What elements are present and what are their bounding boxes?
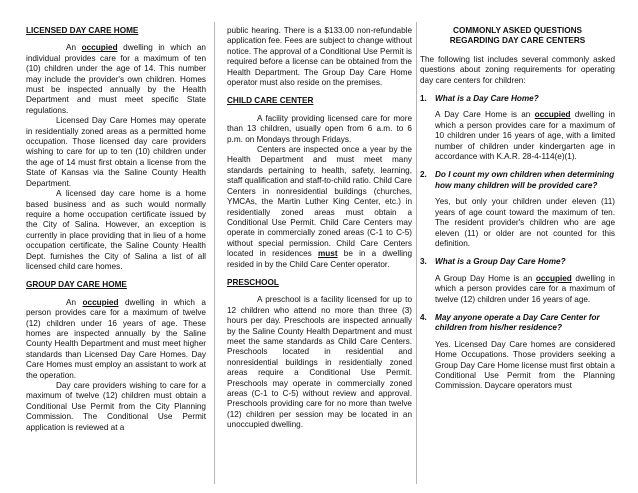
text: An <box>66 43 82 53</box>
faq-question <box>420 313 615 334</box>
question-number: 4. <box>420 312 427 322</box>
text: A Group Day Home is an <box>435 273 536 283</box>
keyword-must: must <box>318 249 338 259</box>
child-care-center-heading: CHILD CARE CENTER <box>227 96 314 106</box>
group-day-care-home-heading: GROUP DAY CARE HOME <box>26 280 127 290</box>
question-text: May anyone operate a Day Care Center for children from his/her residence? <box>435 312 600 333</box>
faq-item <box>420 94 615 162</box>
question-text: What is a Day Care Home? <box>435 94 539 104</box>
faq-question <box>420 94 615 104</box>
preschool-heading: PRESCHOOL <box>227 277 279 287</box>
text: dwelling in which a person provides care for a maximum of twelve (12) children under 16 years of age. These homes are inspected annually by the Saline County Health Department and must meet higher standards than Licensed Day Care Homes. Day Care Homes must employ an assistant to work at the operation. <box>26 297 206 380</box>
licensed-paragraph-3: A licensed day care home is a home based business and as such would normally require a home occupation certificate issued by the City of Salina. However, an exception is currently in place providing that in lieu of a home occupation certificate, the Saline County Health Dept. furnishes the City of Salina a list of all licensed child care homes. <box>26 189 206 271</box>
keyword-occupied: occupied <box>534 110 571 120</box>
preschool-paragraph: A preschool is a facility licensed for up to 12 children who attend no more than three (3) hours per day. Preschools are inspected annually by the Saline County Health Department and must meet the same standards as Child Care Centers. Preschools located in residential and nonresidential buildings in residentially zoned areas require a Conditional Use Permit. Preschools may operate in commercially zoned areas (C-1 to C-5) without review and approval. Preschools providing care for no more than twelve (12) children per session may be located in an unoccupied dwelling. <box>227 295 412 430</box>
column-divider-right <box>416 22 417 484</box>
faq-intro: The following list includes several commonly asked questions about zoning requirements for operating day care centers for children: <box>420 54 615 85</box>
text: An <box>66 297 83 307</box>
keyword-occupied: occupied <box>535 273 572 283</box>
faq-question <box>420 257 615 267</box>
question-text: What is a Group Day Care Home? <box>435 257 566 267</box>
text: be in a dwelling resided in by the Child Care Center operator. <box>227 249 413 269</box>
faq-item <box>420 257 615 305</box>
faq-title <box>420 26 615 47</box>
center-paragraph-2 <box>227 145 412 270</box>
faq-title-line-1: COMMONLY ASKED QUESTIONS <box>453 26 582 35</box>
center-paragraph-1: A facility providing licensed care for more than 13 children, usually open from 6 a.m. to 6 p.m. on Mondays through Fridays. <box>227 113 412 144</box>
group-paragraph-continued: public hearing. There is a $133.00 non-refundable application fee. Fees are subject to change without notice. The approval of a Conditional Use Permit is required before a license can be obtained from the Health Department. The Group Day Care Home operator must also reside on the premises. <box>227 26 412 88</box>
faq-item <box>420 170 615 249</box>
keyword-occupied: occupied <box>82 297 119 307</box>
faq-answer <box>435 274 615 305</box>
text: dwelling in which a person provides care for a maximum of 10 children under 16 years of age, with a limited number of children under kindergarten age in accordance with K.A.R. 28-4-114(e)(1). <box>435 110 615 162</box>
column-3 <box>420 26 615 400</box>
question-number: 3. <box>420 257 427 267</box>
question-text: Do I count my own children when determining how many children will be provided care? <box>435 170 615 190</box>
group-paragraph-2: Day care providers wishing to care for a maximum of twelve (12) children must obtain a Conditional Use Permit from the City Planning Commission. The Conditional Use Permit application is reviewed at a <box>26 381 206 432</box>
text: dwelling in which an individual provides care for a maximum of ten (10) children under the age of 14. This number may include the provider's own children. Homes must be inspected annually by the Health Department and must meet specific State regulations. <box>26 43 206 115</box>
column-1 <box>26 26 206 433</box>
keyword-occupied: occupied <box>81 43 118 53</box>
question-number: 1. <box>420 94 427 104</box>
faq-answer <box>435 110 615 162</box>
faq-item <box>420 313 615 392</box>
faq-answer: Yes, but only your children under eleven (11) years of age count toward the maximum of ten. The resident provider's children who are age eleven (11) or older are not counted for this definition. <box>435 197 615 248</box>
licensed-paragraph-2: Licensed Day Care Homes may operate in residentially zoned areas as a permitted home occupation. Those licensed day care providers wishing to care for up to ten (10) children under the age of 14 must first obtain a license from the State of Kansas via the Saline County Health Department. <box>26 116 206 188</box>
text: Centers are inspected once a year by the Health Department and must meet many standards pertaining to health, safety, learning, staff qualification and staff-to-child ratio. Child Care Centers in nonresidential buildings (churches, YMCAs, the Martin Luther King Center, etc.) in residentially zoned areas must obtain a Conditional Use Permit. Child Care Centers may operate in commercially zoned areas (C-1 to C-5) without special permission. Child Care Centers located in residences <box>227 145 412 259</box>
column-2 <box>227 26 412 431</box>
faq-question <box>420 170 615 191</box>
text: A Day Care Home is an <box>435 110 535 120</box>
faq-answer: Yes. Licensed Day Care homes are considered Home Occupations. Those providers seeking a Group Day Care Home license must first obtain a Conditional Use Permit from the Planning Commission. Daycare operators must <box>435 339 615 391</box>
licensed-paragraph-1 <box>26 43 206 116</box>
licensed-day-care-home-heading: LICENSED DAY CARE HOME <box>26 26 139 35</box>
column-divider-left <box>214 22 215 484</box>
group-paragraph-1 <box>26 298 206 381</box>
text: dwelling in which a person provides care for a maximum of twelve (12) children under 16 years of age. <box>435 273 615 304</box>
question-number: 2. <box>420 170 427 180</box>
faq-title-line-2: REGARDING DAY CARE CENTERS <box>449 36 586 46</box>
